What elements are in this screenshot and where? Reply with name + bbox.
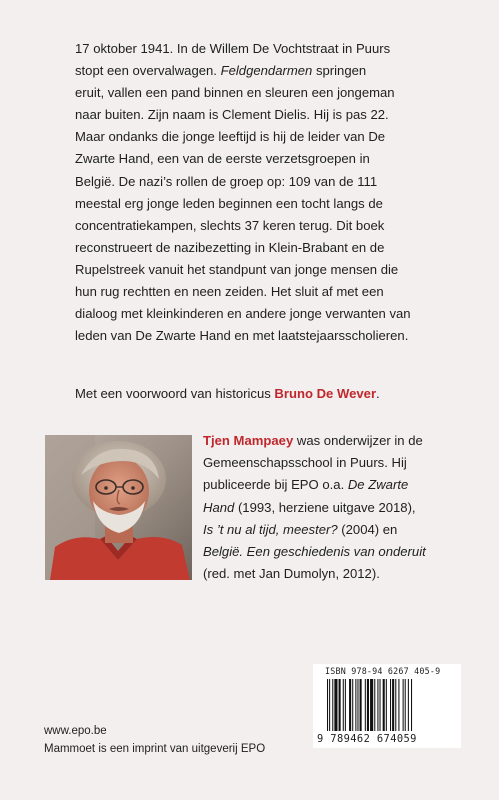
bio-line: [203, 519, 493, 541]
blurb-line: dialoog met kleinkinderen en andere jonge verwanten van: [75, 306, 411, 322]
blurb-line: eruit, vallen een pand binnen en sleuren een jongeman: [75, 85, 395, 101]
blurb-text: springen: [312, 63, 367, 79]
blurb-line: concentratiekampen, slechts 37 keren terug. Dit boek: [75, 217, 385, 233]
bio-line: [203, 497, 493, 519]
book-title: De Zwarte: [347, 477, 409, 493]
blurb-line: meestal erg jonge leden beginnen een tocht langs de: [75, 195, 383, 211]
blurb-italic-term: Feldgendarmen: [220, 63, 313, 79]
author-name: Tjen Mampaey: [203, 433, 294, 448]
bio-text: publiceerde bij EPO o.a.: [203, 477, 348, 493]
book-title: België. Een geschiedenis van onderuit: [203, 544, 426, 560]
isbn-digits: 9 789462 674059: [317, 733, 417, 745]
blurb-line: reconstrueert de nazibezetting in Klein-Brabant en de: [75, 239, 385, 255]
bio-text: (2004) en: [337, 521, 398, 537]
bio-line: [203, 430, 493, 452]
blurb-line: 17 oktober 1941. In de Willem De Vochtstraat in Puurs: [75, 41, 391, 56]
preface-note: [75, 383, 475, 405]
publisher-website: www.epo.be: [44, 725, 107, 737]
author-bio: [203, 430, 493, 585]
author-photo: [45, 435, 192, 580]
isbn-barcode: [313, 664, 461, 748]
bio-line: (red. met Jan Dumolyn, 2012).: [203, 566, 380, 582]
blurb-line: hun rug rechtten en neen zeiden. Het sluit af met een: [75, 284, 384, 300]
bio-text: (1993, herziene uitgave 2018),: [234, 499, 416, 515]
bio-text: was onderwijzer in de: [293, 433, 423, 448]
blurb-line: Maar ondanks die jonge leeftijd is hij de leider van De: [75, 129, 386, 145]
blurb-line: Rupelstreek vanuit het standpunt van jonge mensen die: [75, 261, 399, 277]
bio-line: Gemeenschapsschool in Puurs. Hij: [203, 455, 407, 471]
preface-author-name: Bruno De Wever: [274, 386, 377, 401]
blurb-line: naar buiten. Zijn naam is Clement Dielis. Hij is pas 22.: [75, 107, 389, 123]
publisher-imprint: Mammoet is een imprint van uitgeverij EPO: [44, 743, 266, 755]
preface-period: .: [376, 386, 380, 401]
book-title: Is ’t nu al tijd, meester?: [203, 521, 338, 537]
preface-text: Met een voorwoord van historicus: [75, 386, 275, 401]
blurb-line: België. De nazi’s rollen de groep op: 109 van de 111: [75, 173, 378, 189]
publisher-footer: [44, 722, 265, 758]
back-cover-blurb: [75, 38, 475, 347]
blurb-line: leden van De Zwarte Hand en met laatstejaarsscholieren.: [75, 328, 409, 344]
isbn-label: ISBN 978-94 6267 405-9: [325, 666, 441, 676]
blurb-line: Zwarte Hand, een van de eerste verzetsgroepen in: [75, 151, 370, 167]
bio-line: [203, 474, 493, 496]
blurb-line: stopt een overvalwagen. Feldgendarmen springen: [75, 63, 367, 79]
bio-line: [203, 541, 493, 563]
book-title: Hand: [203, 499, 235, 515]
